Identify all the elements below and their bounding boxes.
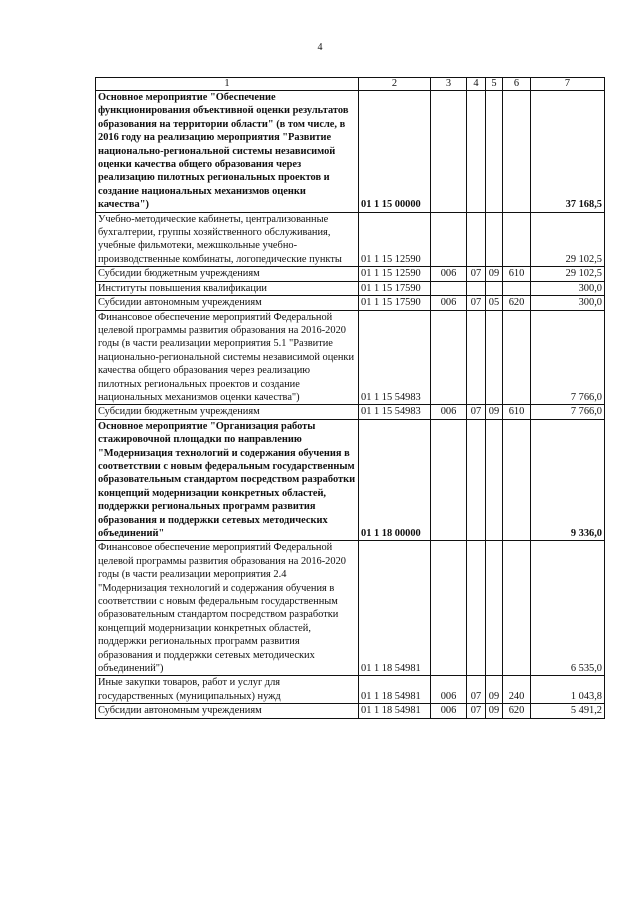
row-subsection-code: [486, 310, 503, 405]
row-name: Иные закупки товаров, работ и услуг для государственных (муниципальных) нужд: [96, 676, 359, 704]
row-name: Основное мероприятие "Организация работы стажировочной площадки по направлению "Модернизация технологий и содержания обучения в соответствии с новым федеральным государственным образовательным стандартом посредством разработки концепций модернизации конкретных областей, поддержки региональных программ развития образования и поддержки сетевых методических объединений": [96, 419, 359, 541]
row-name: Институты повышения квалификации: [96, 281, 359, 295]
table-row: [96, 405, 605, 419]
row-subsection-code: [486, 212, 503, 267]
row-target-code: 01 1 15 12590: [359, 212, 431, 267]
row-target-code: 01 1 18 54981: [359, 704, 431, 718]
row-name: Субсидии бюджетным учреждениям: [96, 267, 359, 281]
row-expense-type-code: 240: [503, 676, 531, 704]
row-amount: 5 491,2: [531, 704, 605, 718]
row-amount: 300,0: [531, 296, 605, 310]
row-expense-type-code: [503, 541, 531, 676]
row-expense-type-code: 620: [503, 296, 531, 310]
row-amount: 9 336,0: [531, 419, 605, 541]
row-subsection-code: 09: [486, 267, 503, 281]
row-subsection-code: [486, 281, 503, 295]
row-ministry-code: [431, 541, 467, 676]
row-section-code: 07: [467, 676, 486, 704]
column-header-7: 7: [531, 78, 605, 91]
row-target-code: 01 1 15 17590: [359, 281, 431, 295]
row-amount: 300,0: [531, 281, 605, 295]
row-ministry-code: 006: [431, 296, 467, 310]
table-row: [96, 676, 605, 704]
row-ministry-code: 006: [431, 676, 467, 704]
row-amount: 7 766,0: [531, 310, 605, 405]
row-target-code: 01 1 15 54983: [359, 405, 431, 419]
row-ministry-code: [431, 310, 467, 405]
row-amount: 6 535,0: [531, 541, 605, 676]
row-section-code: [467, 281, 486, 295]
table-row: [96, 310, 605, 405]
row-section-code: [467, 212, 486, 267]
column-header-3: 3: [431, 78, 467, 91]
row-target-code: 01 1 15 54983: [359, 310, 431, 405]
row-ministry-code: 006: [431, 704, 467, 718]
row-subsection-code: 05: [486, 296, 503, 310]
row-section-code: [467, 91, 486, 213]
page-number: 4: [317, 42, 323, 53]
row-target-code: 01 1 18 54981: [359, 676, 431, 704]
row-ministry-code: [431, 281, 467, 295]
row-subsection-code: [486, 419, 503, 541]
row-ministry-code: 006: [431, 267, 467, 281]
budget-table: [95, 77, 605, 719]
column-header-6: 6: [503, 78, 531, 91]
row-amount: 37 168,5: [531, 91, 605, 213]
row-ministry-code: [431, 91, 467, 213]
table-row: [96, 541, 605, 676]
row-section-code: [467, 310, 486, 405]
row-subsection-code: 09: [486, 676, 503, 704]
row-amount: 29 102,5: [531, 212, 605, 267]
row-subsection-code: [486, 91, 503, 213]
row-section-code: [467, 541, 486, 676]
row-target-code: 01 1 18 00000: [359, 419, 431, 541]
row-section-code: 07: [467, 267, 486, 281]
row-name: Субсидии бюджетным учреждениям: [96, 405, 359, 419]
row-section-code: 07: [467, 296, 486, 310]
row-subsection-code: 09: [486, 704, 503, 718]
row-name: Субсидии автономным учреждениям: [96, 704, 359, 718]
row-expense-type-code: [503, 281, 531, 295]
row-target-code: 01 1 15 17590: [359, 296, 431, 310]
row-ministry-code: [431, 212, 467, 267]
row-name: Учебно-методические кабинеты, централизованные бухгалтерии, группы хозяйственного обслуживания, учебные фильмотеки, межшкольные учебно-производственные комбинаты, логопедические пункты: [96, 212, 359, 267]
row-section-code: [467, 419, 486, 541]
row-name: Основное мероприятие "Обеспечение функционирования объективной оценки результатов образования на территории области" (в том числе, в 2016 году на реализацию мероприятия "Развитие национально-региональной системы независимой оценки качества общего образования через реализацию пилотных региональных проектов и создание национальных механизмов оценки качества"): [96, 91, 359, 213]
column-header-1: 1: [96, 78, 359, 91]
row-name: Финансовое обеспечение мероприятий Федеральной целевой программы развития образования на 2016-2020 годы (в части реализации мероприятия 5.1 "Развитие национально-региональной системы независимой оценки качества общего образования через реализацию пилотных региональных проектов и создание национальных механизмов оценки качества"): [96, 310, 359, 405]
row-target-code: 01 1 15 00000: [359, 91, 431, 213]
row-expense-type-code: 610: [503, 267, 531, 281]
table-row: [96, 281, 605, 295]
row-target-code: 01 1 18 54981: [359, 541, 431, 676]
column-header-4: 4: [467, 78, 486, 91]
row-ministry-code: 006: [431, 405, 467, 419]
row-amount: 1 043,8: [531, 676, 605, 704]
row-expense-type-code: 610: [503, 405, 531, 419]
row-expense-type-code: [503, 419, 531, 541]
table-row: [96, 419, 605, 541]
table-row: [96, 704, 605, 718]
row-subsection-code: 09: [486, 405, 503, 419]
table-row: [96, 267, 605, 281]
row-amount: 7 766,0: [531, 405, 605, 419]
table-row: [96, 296, 605, 310]
column-header-2: 2: [359, 78, 431, 91]
table-row: [96, 212, 605, 267]
row-ministry-code: [431, 419, 467, 541]
row-name: Финансовое обеспечение мероприятий Федеральной целевой программы развития образования на 2016-2020 годы (в части реализации мероприятия 2.4 "Модернизация технологий и содержания обучения в соответствии с новым федеральным государственным образовательным стандартом посредством разработки концепций модернизации конкретных областей, поддержки региональных программ развития образования и поддержки сетевых методических объединений"): [96, 541, 359, 676]
row-amount: 29 102,5: [531, 267, 605, 281]
row-name: Субсидии автономным учреждениям: [96, 296, 359, 310]
row-expense-type-code: [503, 91, 531, 213]
column-number-row: [96, 78, 605, 91]
row-expense-type-code: [503, 310, 531, 405]
row-target-code: 01 1 15 12590: [359, 267, 431, 281]
row-section-code: 07: [467, 405, 486, 419]
row-expense-type-code: 620: [503, 704, 531, 718]
table-row: [96, 91, 605, 213]
row-subsection-code: [486, 541, 503, 676]
row-expense-type-code: [503, 212, 531, 267]
row-section-code: 07: [467, 704, 486, 718]
column-header-5: 5: [486, 78, 503, 91]
